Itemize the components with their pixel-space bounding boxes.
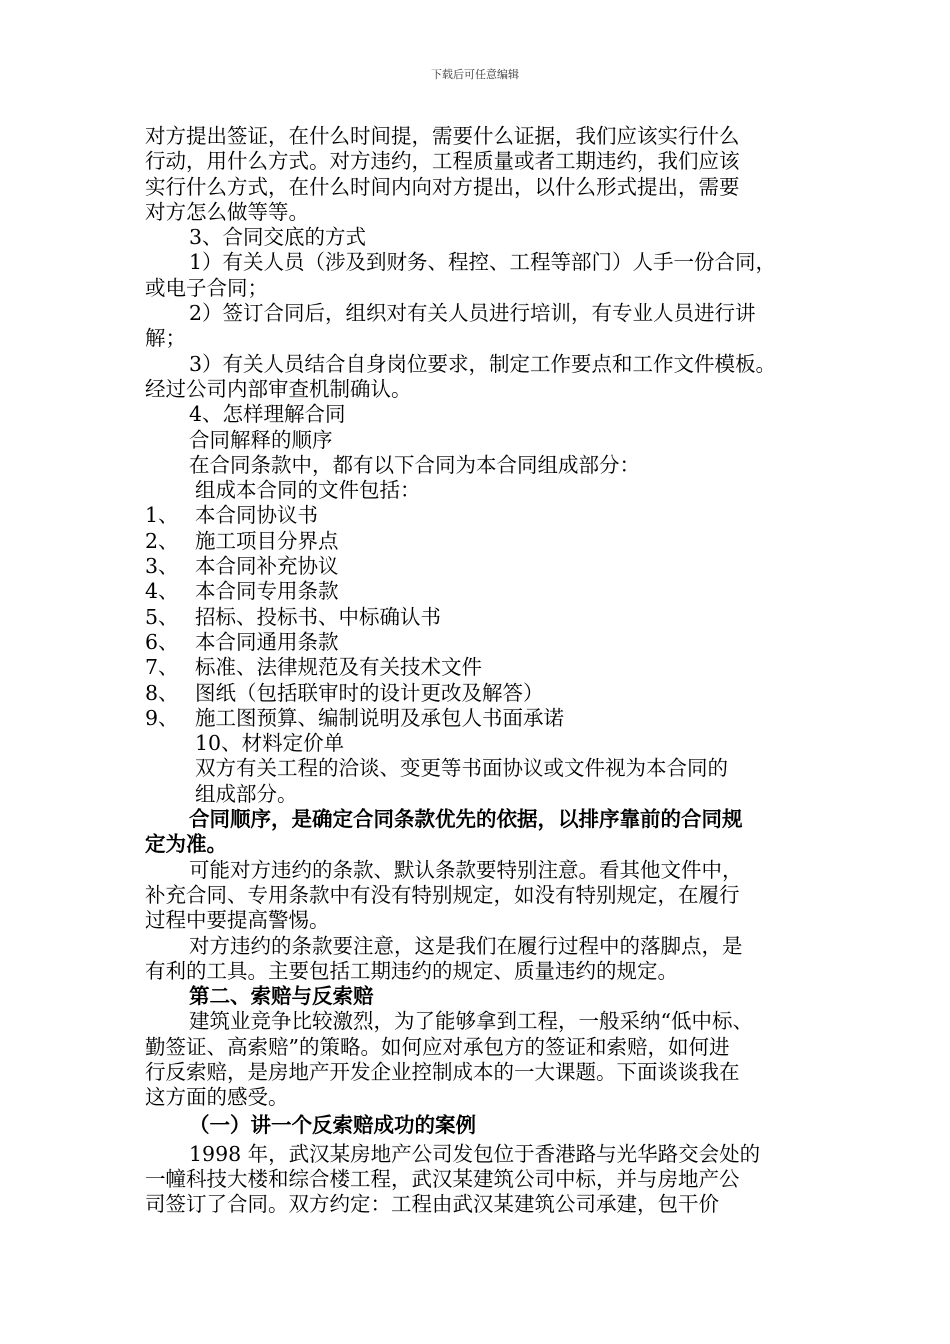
list-text: 本合同协议书 <box>195 503 318 528</box>
list-number: 1、 <box>145 503 179 528</box>
list-item <box>145 706 825 731</box>
paragraph-line: 对方提出签证，在什么时间提，需要什么证据，我们应该实行什么 <box>145 124 740 148</box>
list-item <box>145 655 825 680</box>
paragraph-line: 建筑业竞争比较激烈，为了能够拿到工程，一般采纳“低中标、 <box>189 1009 753 1034</box>
paragraph-line: 双方有关工程的洽谈、变更等书面协议或文件视为本合同的 <box>195 756 728 781</box>
paragraph-line: 过程中要提高警惕。 <box>145 908 330 933</box>
paragraph-line: 3）有关人员结合自身岗位要求，制定工作要点和工作文件模板。 <box>189 351 777 376</box>
paragraph-line: 实行什么方式，在什么时间内向对方提出，以什么形式提出，需要 <box>145 174 740 199</box>
paragraph-line: 一幢科技大楼和综合楼工程，武汉某建筑公司中标，并与房地产公 <box>145 1167 740 1192</box>
list-number: 8、 <box>145 680 179 705</box>
paragraph-line: 1998 年，武汉某房地产公司发包位于香港路与光华路交会处的 <box>189 1141 761 1166</box>
list-item <box>145 630 825 655</box>
list-item <box>145 529 825 554</box>
list-text: 施工项目分界点 <box>195 528 339 553</box>
document-body <box>145 124 825 1218</box>
list-text: 图纸（包括联审时的设计更改及解答） <box>195 680 544 705</box>
list-item: 10、材料定价单 <box>195 731 345 756</box>
list-item <box>145 681 825 706</box>
page-header: 下载后可任意编辑 <box>431 68 519 81</box>
list-number: 2、 <box>145 528 179 553</box>
paragraph-line: 对方怎么做等等。 <box>145 199 309 224</box>
paragraph-line: 或电子合同； <box>145 275 268 300</box>
list-text: 本合同专用条款 <box>195 579 339 604</box>
list-number: 4、 <box>145 579 179 604</box>
paragraph-line: 经过公司内部审查机制确认。 <box>145 376 412 401</box>
list-item <box>145 605 825 630</box>
list-number: 6、 <box>145 629 179 654</box>
paragraph-line: 解； <box>145 326 186 351</box>
paragraph-line: 可能对方违约的条款、默认条款要特别注意。看其他文件中， <box>189 857 743 882</box>
list-text: 本合同补充协议 <box>195 554 339 579</box>
paragraph-line: 在合同条款中，都有以下合同为本合同组成部分： <box>189 452 640 477</box>
section-heading-4: 4、怎样理解合同 <box>189 402 346 427</box>
list-text: 本合同通用条款 <box>195 629 339 654</box>
list-text: 招标、投标书、中标确认书 <box>195 604 441 629</box>
paragraph-line: 组成本合同的文件包括： <box>195 478 421 503</box>
list-text: 标准、法律规范及有关技术文件 <box>195 655 482 680</box>
section-heading-2: 第二、索赔与反索赔 <box>189 984 374 1009</box>
paragraph-line: 有利的工具。主要包括工期违约的规定、质量违约的规定。 <box>145 958 678 983</box>
paragraph-line: 这方面的感受。 <box>145 1085 289 1110</box>
paragraph-line: 行动，用什么方式。对方违约，工程质量或者工期违约，我们应该 <box>145 149 740 174</box>
paragraph-line: 1）有关人员（涉及到财务、程控、工程等部门）人手一份合同， <box>189 250 777 275</box>
bold-paragraph-line: 定为准。 <box>145 832 227 857</box>
list-item <box>145 579 825 604</box>
paragraph-line: 司签订了合同。双方约定：工程由武汉某建筑公司承建，包干价 <box>145 1192 719 1217</box>
paragraph-line: 行反索赔，是房地产开发企业控制成本的一大课题。下面谈谈我在 <box>145 1059 740 1084</box>
list-number: 5、 <box>145 604 179 629</box>
paragraph-line: 对方违约的条款要注意，这是我们在履行过程中的落脚点，是 <box>189 933 743 958</box>
case-heading: （一）讲一个反索赔成功的案例 <box>189 1112 476 1137</box>
paragraph-line: 2）签订合同后，组织对有关人员进行培训，有专业人员进行讲 <box>189 301 756 326</box>
bold-paragraph-line: 合同顺序，是确定合同条款优先的依据，以排序靠前的合同规 <box>189 807 743 832</box>
list-number: 3、 <box>145 554 179 579</box>
list-item <box>145 503 825 528</box>
list-number: 7、 <box>145 655 179 680</box>
list-item <box>145 554 825 579</box>
section-heading-3: 3、合同交底的方式 <box>189 225 367 250</box>
subheading: 合同解释的顺序 <box>189 427 333 452</box>
list-text: 施工图预算、编制说明及承包人书面承诺 <box>195 705 564 730</box>
paragraph-line: 组成部分。 <box>195 781 298 806</box>
list-number: 9、 <box>145 705 179 730</box>
paragraph-line: 勤签证、高索赔”的策略。如何应对承包方的签证和索赔，如何进 <box>145 1034 730 1059</box>
paragraph-line: 补充合同、专用条款中有没有特别规定，如没有特别规定，在履行 <box>145 882 740 907</box>
